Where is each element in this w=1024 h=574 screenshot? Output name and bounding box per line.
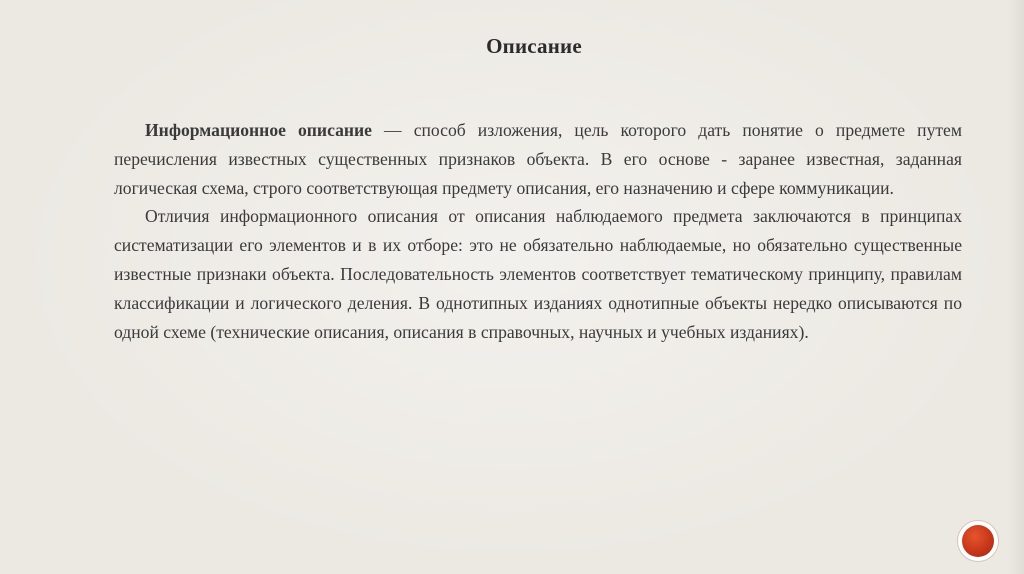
slide-number: [962, 525, 994, 557]
slide-body: [114, 116, 962, 346]
paragraph-differences: Отличия информационного описания от описания наблюдаемого предмета заключаются в принципах систематизации его элементов и в их отборе: это не обязательно наблюдаемые, но обязательно существенные известные признаки объекта. Последовательность элементов соответствует тематическому принципу, правилам классификации и логического деления. В однотипных изданиях однотипные объекты нередко описываются по одной схеме (технические описания, описания в справочных, научных и учебных изданиях).: [114, 206, 962, 342]
definition-text: — способ изложения, цель которого дать понятие о предмете путем перечисления известных существенных признаков объекта. В его основе - заранее известная, заданная логическая схема, строго соответствующая предмету описания, его назначению и сфере коммуникации.: [114, 120, 962, 198]
definition-term: Информационное описание: [145, 120, 372, 140]
slide-number-circle: [962, 525, 994, 557]
slide-edge-shade: [1008, 0, 1024, 574]
slide-number-badge: [957, 520, 999, 562]
slide-title: Описание: [486, 34, 582, 58]
paragraph-definition: [114, 116, 962, 202]
